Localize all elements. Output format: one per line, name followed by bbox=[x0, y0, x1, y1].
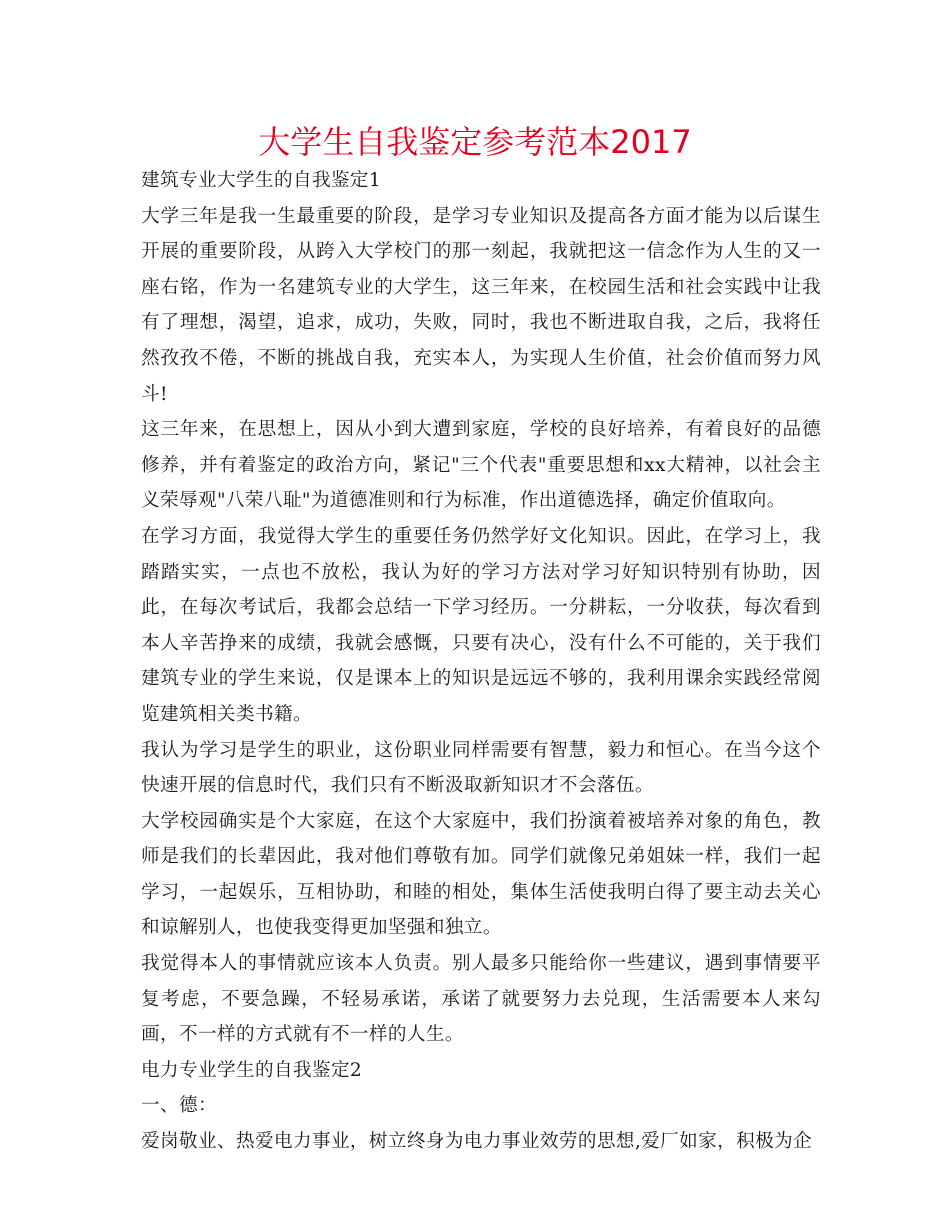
section-heading-2: 电力专业学生的自我鉴定2 bbox=[141, 1059, 363, 1081]
paragraph-dedication: 爱岗敬业、热爱电力事业，树立终身为电力事业效劳的思想,爱厂如家，积极为企 bbox=[141, 1131, 813, 1153]
paragraph-intro: 大学三年是我一生最重要的阶段，是学习专业知识及提高各方面才能为以后谋生开展的重要阶段，从跨入大学校门的那一刻起，我就把这一信念作为人生的又一座右铭，作为一名建筑专业的大学生，这三年来，在校园生活和社会实践中让我有了理想，渴望，追求，成功，失败，同时，我也不断进取自我，之后，我将任然孜孜不倦，不断的挑战自我，充实本人，为实现人生价值，社会价值而努力风斗! bbox=[141, 205, 821, 405]
document-title: 大学生自我鉴定参考范本2017 bbox=[258, 123, 692, 161]
paragraph-thought: 这三年来，在思想上，因从小到大遭到家庭，学校的良好培养，有着良好的品德修养，并有着鉴定的政治方向，紧记"三个代表"重要思想和xx大精神，以社会主义荣辱观"八荣八耻"为道德准则和行为标准，作出道德选择，确定价值取向。 bbox=[141, 419, 821, 512]
paragraph-career: 我认为学习是学生的职业，这份职业同样需要有智慧，毅力和恒心。在当今这个快速开展的信息时代，我们只有不断汲取新知识才不会落伍。 bbox=[141, 739, 821, 797]
paragraph-campus: 大学校园确实是个大家庭，在这个大家庭中，我们扮演着被培养对象的角色，教师是我们的长辈因此，我对他们尊敬有加。同学们就像兄弟姐妹一样，我们一起学习，一起娱乐，互相协助，和睦的相处，集体生活使我明白得了要主动去关心和谅解别人，也使我变得更加坚强和独立。 bbox=[141, 810, 821, 939]
paragraph-responsibility: 我觉得本人的事情就应该本人负责。别人最多只能给你一些建议，遇到事情要平复考虑，不要急躁，不轻易承诺，承诺了就要努力去兑现，生活需要本人来勾画，不一样的方式就有不一样的人生。 bbox=[141, 953, 821, 1046]
document-body bbox=[141, 163, 821, 1160]
section-heading-1: 建筑专业大学生的自我鉴定1 bbox=[141, 170, 382, 191]
paragraph-study: 在学习方面，我觉得大学生的重要任务仍然学好文化知识。因此，在学习上，我踏踏实实，一点也不放松，我认为好的学习方法对学习好知识特别有协助，因此，在每次考试后，我都会总结一下学习经历。一分耕耘，一分收获，每次看到本人辛苦挣来的成绩，我就会感慨，只要有决心，没有什么不可能的，关于我们建筑专业的学生来说，仅是课本上的知识是远远不够的，我利用课余实践经常阅览建筑相关类书籍。 bbox=[141, 525, 821, 725]
subheading-virtue: 一、德： bbox=[141, 1095, 217, 1117]
